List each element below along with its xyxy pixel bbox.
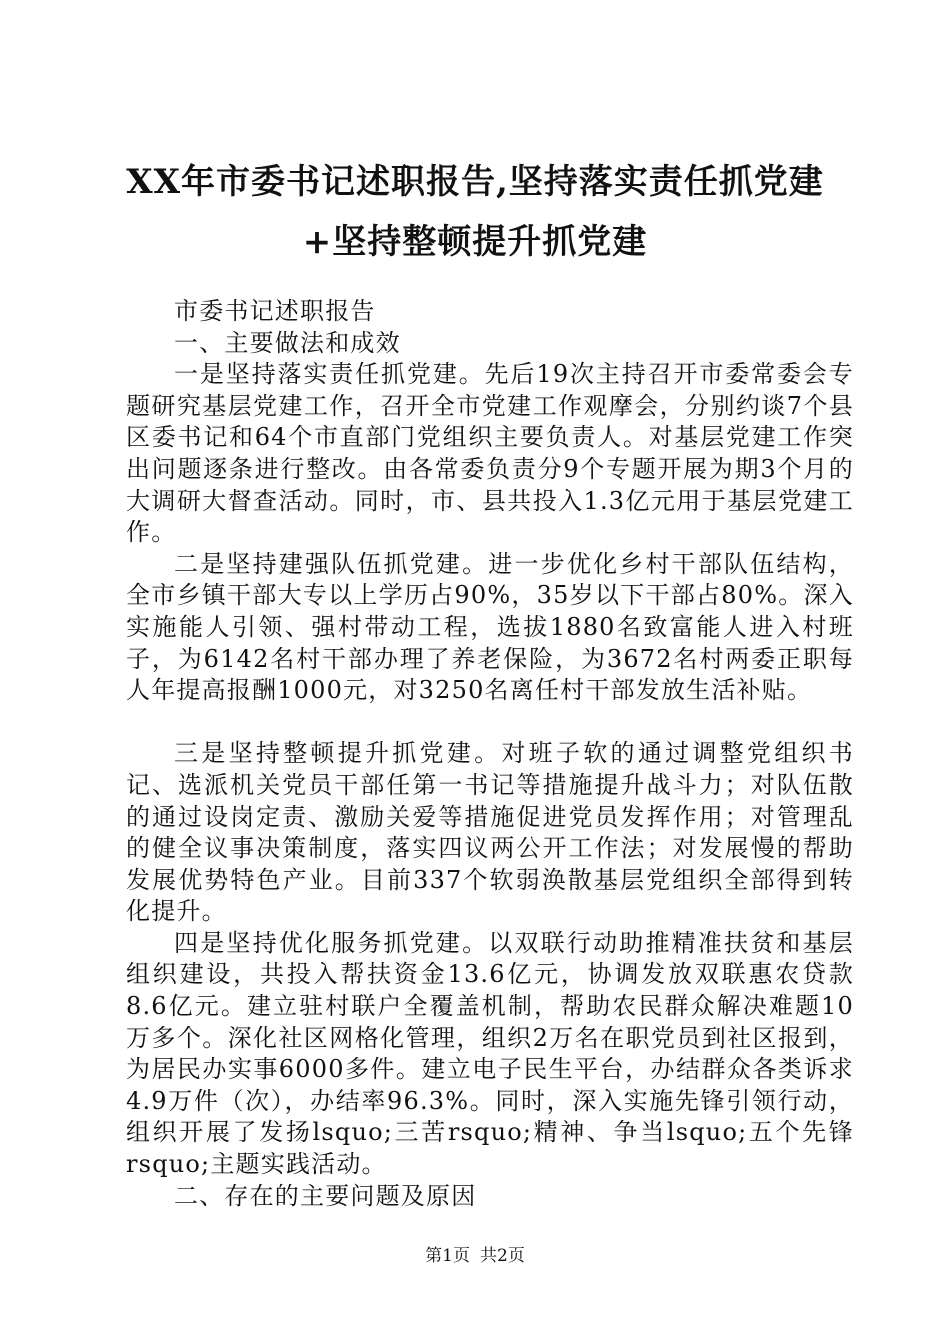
paragraph-point-two: 二是坚持建强队伍抓党建。进一步优化乡村干部队伍结构，全市乡镇干部大专以上学历占90%，35岁以下干部占80%。深入实施能人引领、强村带动工程，选拔1880名致富能人进入村班子，为6142名村干部办理了养老保险，为3672名村两委正职每人年提高报酬1000元，对3250名离任村干部发放生活补贴。 bbox=[126, 549, 854, 705]
document-body bbox=[126, 296, 854, 1212]
page-total: 共2页 bbox=[480, 1246, 525, 1266]
paragraph-section-one-heading: 一、主要做法和成效 bbox=[174, 328, 401, 357]
paragraph-point-one: 一是坚持落实责任抓党建。先后19次主持召开市委常委会专题研究基层党建工作，召开全市党建工作观摩会，分别约谈7个县区委书记和64个市直部门党组织主要负责人。对基层党建工作突出问题逐条进行整改。由各常委负责分9个专题开展为期3个月的大调研大督查活动。同时，市、县共投入1.3亿元用于基层党建工作。 bbox=[126, 360, 854, 547]
paragraph-section-two-heading: 二、存在的主要问题及原因 bbox=[174, 1181, 477, 1210]
document-title-line-1: XX年市委书记述职报告,坚持落实责任抓党建 bbox=[126, 162, 824, 202]
document-title-line-2: +坚持整顿提升抓党建 bbox=[302, 222, 648, 262]
paragraph-point-three: 三是坚持整顿提升抓党建。对班子软的通过调整党组织书记、选派机关党员干部任第一书记等措施提升战斗力；对队伍散的通过设岗定责、激励关爱等措施促进党员发挥作用；对管理乱的健全议事决策制度，落实四议两公开工作法；对发展慢的帮助发展优势特色产业。目前337个软弱涣散基层党组织全部得到转化提升。 bbox=[126, 739, 854, 926]
paragraph-report-heading: 市委书记述职报告 bbox=[174, 297, 376, 325]
paragraph-point-four: 四是坚持优化服务抓党建。以双联行动助推精准扶贫和基层组织建设，共投入帮扶资金13.6亿元，协调发放双联惠农贷款8.6亿元。建立驻村联户全覆盖机制，帮助农民群众解决难题10万多个。深化社区网格化管理，组织2万名在职党员到社区报到，为居民办实事6000多件。建立电子民生平台，办结群众各类诉求4.9万件（次），办结率96.3%。同时，深入实施先锋引领行动，组织开展了发扬lsquo;三苦rsquo;精神、争当lsquo;五个先锋rsquo;主题实践活动。 bbox=[126, 928, 854, 1179]
page-footer bbox=[0, 1244, 950, 1268]
page-number: 第1页 bbox=[425, 1246, 470, 1266]
